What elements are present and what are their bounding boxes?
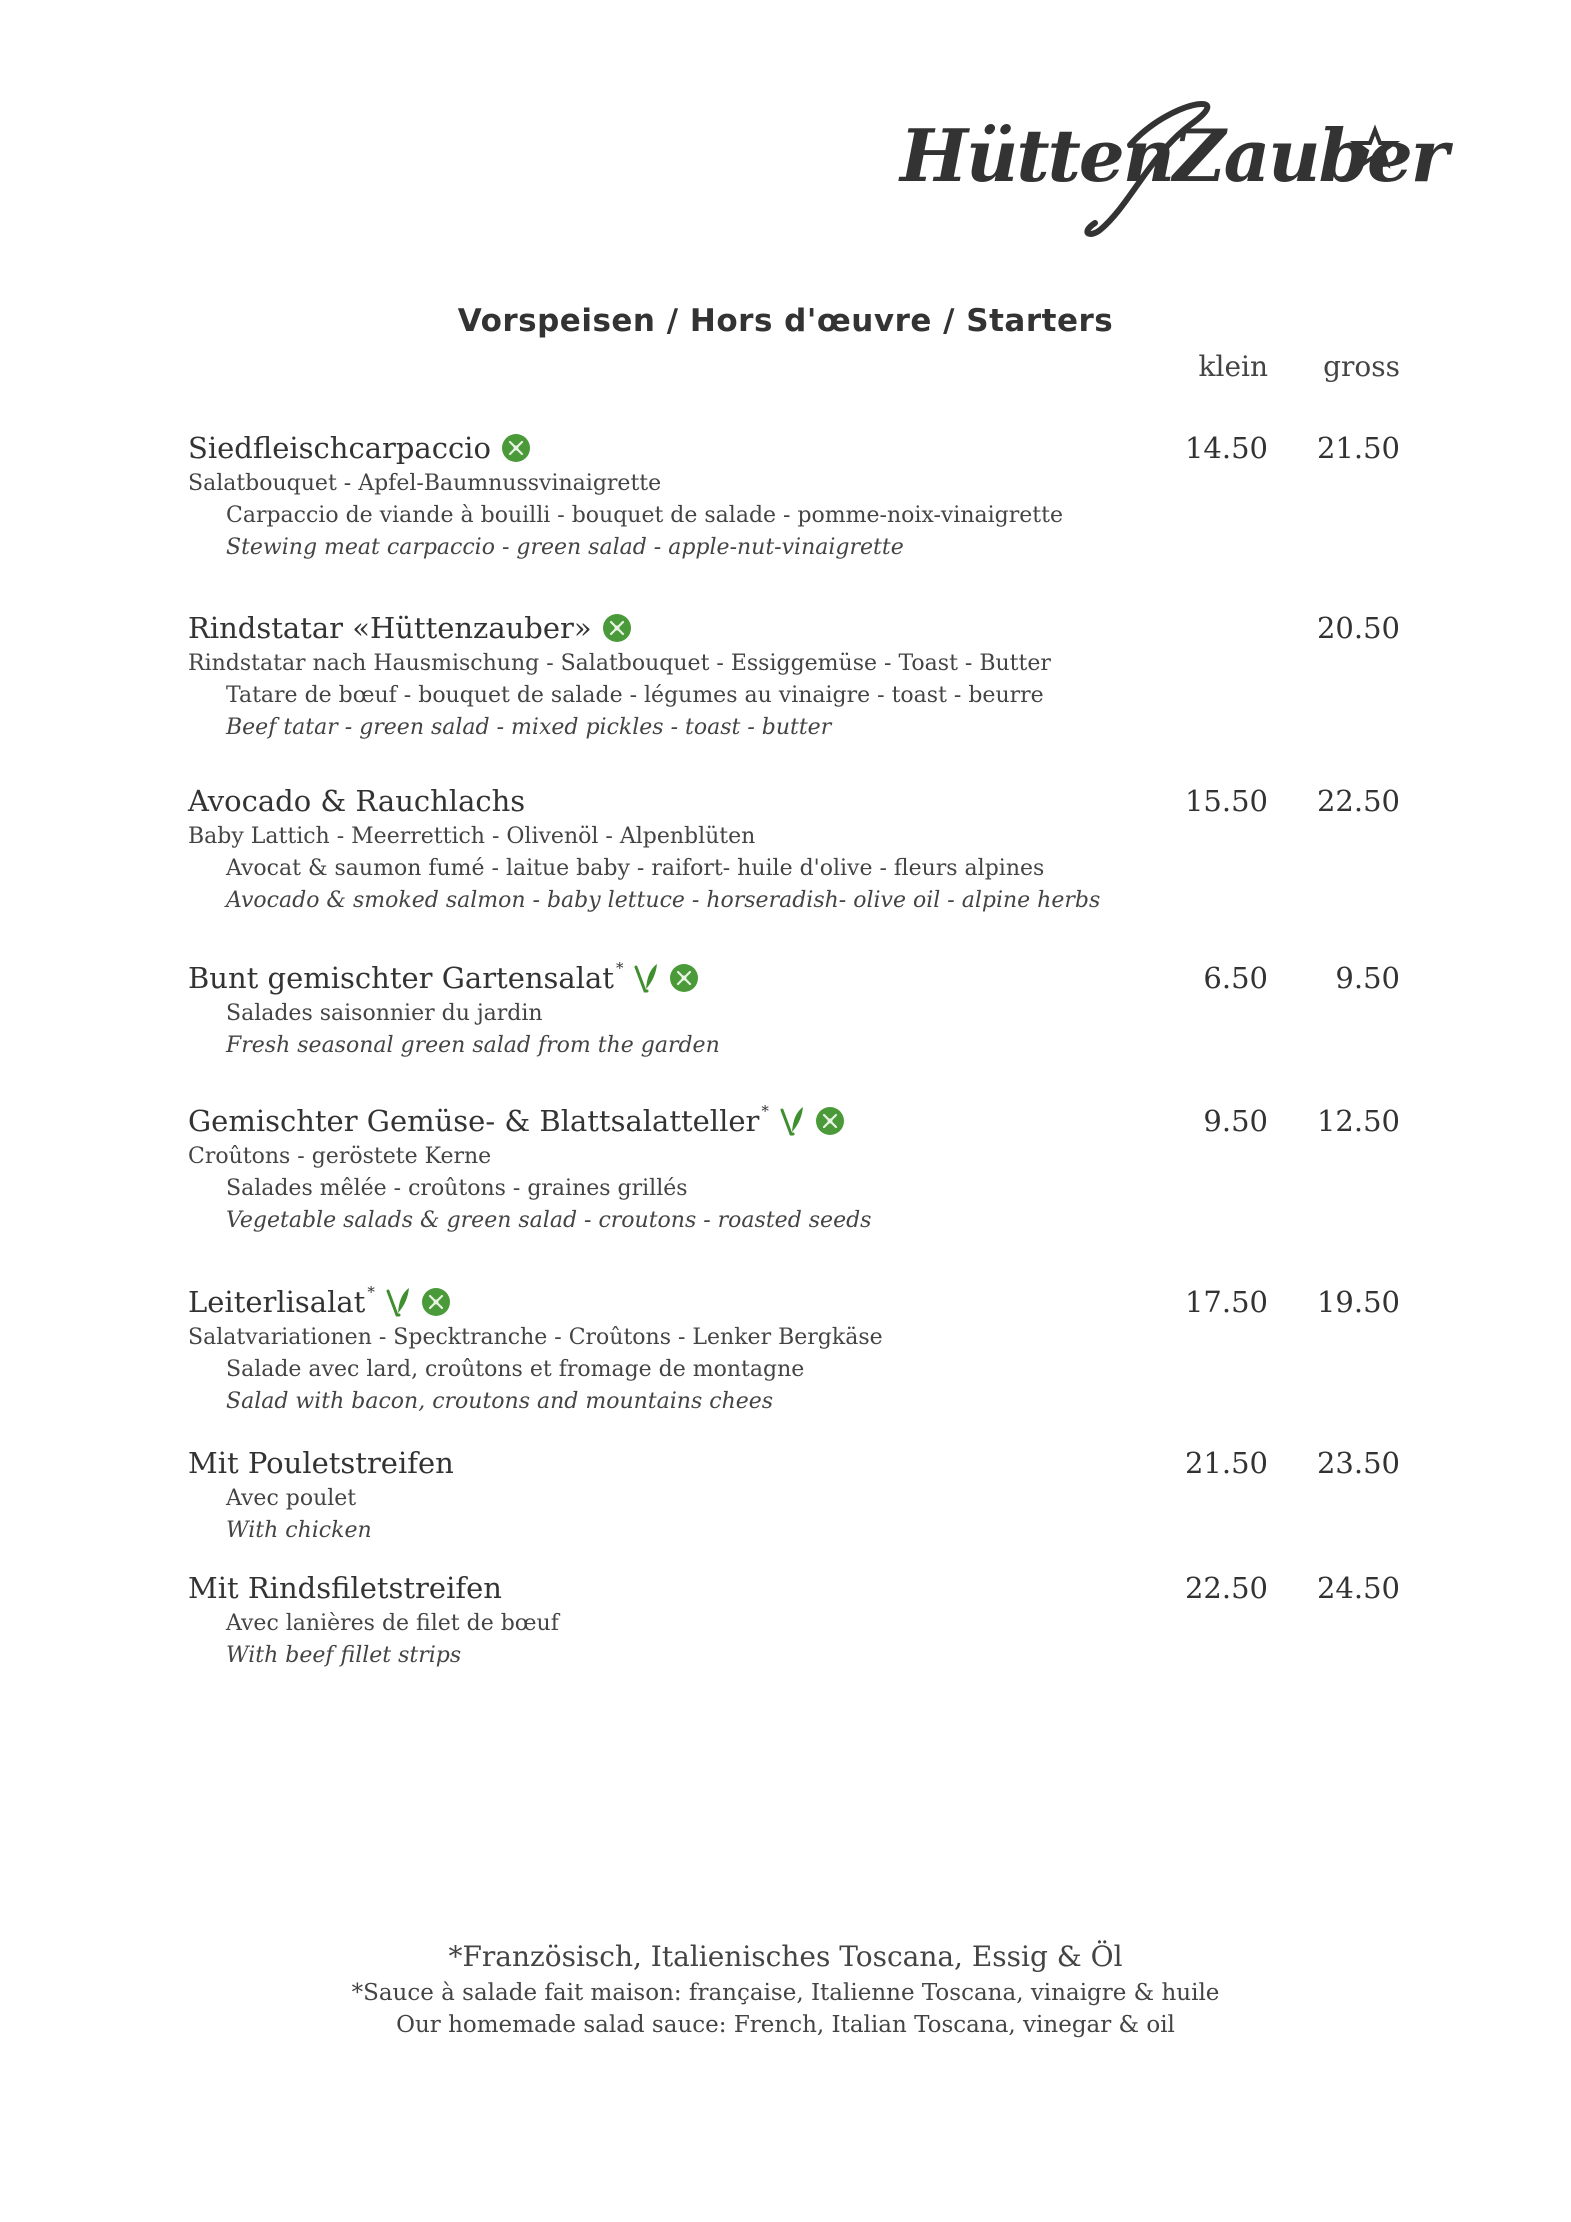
menu-item-name: Avocado & Rauchlachs xyxy=(188,784,526,818)
menu-item-desc-en: Fresh seasonal green salad from the garden xyxy=(226,1033,720,1058)
vegetarian-leaf-icon xyxy=(779,1104,805,1138)
price-large: 22.50 xyxy=(1316,784,1400,818)
menu-item-desc-de: Salatvariationen - Specktranche - Croûtons - Lenker Bergkäse xyxy=(188,1325,883,1350)
menu-item xyxy=(188,1568,1438,1672)
menu-item xyxy=(188,1282,1438,1418)
vegetarian-leaf-icon xyxy=(633,961,659,995)
menu-item-name: Siedfleischcarpaccio xyxy=(188,431,491,465)
menu-item-desc-de: Croûtons - geröstete Kerne xyxy=(188,1144,492,1169)
menu-item-name: Mit Pouletstreifen xyxy=(188,1446,454,1480)
price-large: 9.50 xyxy=(1335,961,1400,995)
menu-item-desc-fr: Salade avec lard, croûtons et fromage de montagne xyxy=(226,1357,805,1382)
menu-item-desc-fr: Salades saisonnier du jardin xyxy=(226,1001,543,1026)
menu-item-desc-fr: Avec lanières de filet de bœuf xyxy=(226,1611,559,1636)
menu-item xyxy=(188,1101,1438,1237)
menu-item-desc-de: Rindstatar nach Hausmischung - Salatbouquet - Essiggemüse - Toast - Butter xyxy=(188,651,1051,676)
price-large: 20.50 xyxy=(1316,611,1400,645)
menu-item-desc-de: Baby Lattich - Meerrettich - Olivenöl - Alpenblüten xyxy=(188,824,756,849)
price-large: 19.50 xyxy=(1316,1285,1400,1319)
footnote-de: *Französisch, Italienisches Toscana, Essig & Öl xyxy=(448,1940,1123,1973)
price-small: 21.50 xyxy=(1184,1446,1268,1480)
price-small: 22.50 xyxy=(1184,1571,1268,1605)
brand-logo xyxy=(900,95,1447,245)
menu-item-desc-en: With beef fillet strips xyxy=(226,1643,462,1668)
menu-item-desc-en: Salad with bacon, croutons and mountains chees xyxy=(226,1389,774,1414)
menu-item-name: Leiterlisalat xyxy=(188,1285,366,1319)
gluten-free-icon xyxy=(421,1287,451,1317)
menu-item xyxy=(188,428,1438,564)
menu-item-name: Mit Rindsfiletstreifen xyxy=(188,1571,502,1605)
price-small: 14.50 xyxy=(1184,431,1268,465)
menu-item-desc-en: Vegetable salads & green salad - croutons - roasted seeds xyxy=(226,1208,872,1233)
menu-item-name: Bunt gemischter Gartensalat xyxy=(188,961,614,995)
price-large: 21.50 xyxy=(1316,431,1400,465)
price-large: 24.50 xyxy=(1316,1571,1400,1605)
menu-item-desc-fr: Avocat & saumon fumé - laitue baby - raifort- huile d'olive - fleurs alpines xyxy=(226,856,1045,881)
menu-item-desc-fr: Carpaccio de viande à bouilli - bouquet de salade - pomme-noix-vinaigrette xyxy=(226,503,1063,528)
gluten-free-icon xyxy=(669,963,699,993)
footnote-star: * xyxy=(367,1283,375,1301)
price-large: 23.50 xyxy=(1316,1446,1400,1480)
menu-item-name-row xyxy=(188,608,1438,648)
gluten-free-icon xyxy=(602,613,632,643)
gluten-free-icon xyxy=(815,1106,845,1136)
footnote-star: * xyxy=(761,1102,769,1120)
menu-item xyxy=(188,1443,1438,1547)
menu-item xyxy=(188,958,1438,1062)
menu-item-desc-fr: Avec poulet xyxy=(226,1486,357,1511)
footnote-star: * xyxy=(615,959,624,977)
page-title: Vorspeisen / Hors d'œuvre / Starters xyxy=(457,303,1114,339)
menu-item-desc-en: With chicken xyxy=(226,1518,372,1543)
footnote-en: Our homemade salad sauce: French, Italian Toscana, vinegar & oil xyxy=(396,2012,1175,2038)
menu-item-name: Rindstatar «Hüttenzauber» xyxy=(188,611,592,645)
price-small: 6.50 xyxy=(1203,961,1268,995)
footnote-fr: *Sauce à salade fait maison: française, Italienne Toscana, vinaigre & huile xyxy=(351,1980,1220,2006)
gluten-free-icon xyxy=(501,433,531,463)
menu-item-desc-fr: Salades mêlée - croûtons - graines grillés xyxy=(226,1176,688,1201)
vegetarian-leaf-icon xyxy=(385,1285,411,1319)
column-header-large: gross xyxy=(1323,350,1400,383)
menu-item-desc-de: Salatbouquet - Apfel-Baumnussvinaigrette xyxy=(188,471,662,496)
menu-item xyxy=(188,781,1438,917)
price-small: 9.50 xyxy=(1203,1104,1268,1138)
menu-item-name: Gemischter Gemüse- & Blattsalatteller xyxy=(188,1104,760,1138)
logo-text: HüttenZauber xyxy=(900,113,1447,198)
menu-item-desc-en: Avocado & smoked salmon - baby lettuce - horseradish- olive oil - alpine herbs xyxy=(226,888,1101,913)
price-small: 15.50 xyxy=(1184,784,1268,818)
price-small: 17.50 xyxy=(1184,1285,1268,1319)
menu-item-desc-en: Beef tatar - green salad - mixed pickles - toast - butter xyxy=(226,715,832,740)
price-large: 12.50 xyxy=(1316,1104,1400,1138)
menu-item xyxy=(188,608,1438,744)
menu-item-desc-fr: Tatare de bœuf - bouquet de salade - légumes au vinaigre - toast - beurre xyxy=(226,683,1044,708)
menu-item-desc-en: Stewing meat carpaccio - green salad - apple-nut-vinaigrette xyxy=(226,535,904,560)
column-header-small: klein xyxy=(1198,350,1268,383)
